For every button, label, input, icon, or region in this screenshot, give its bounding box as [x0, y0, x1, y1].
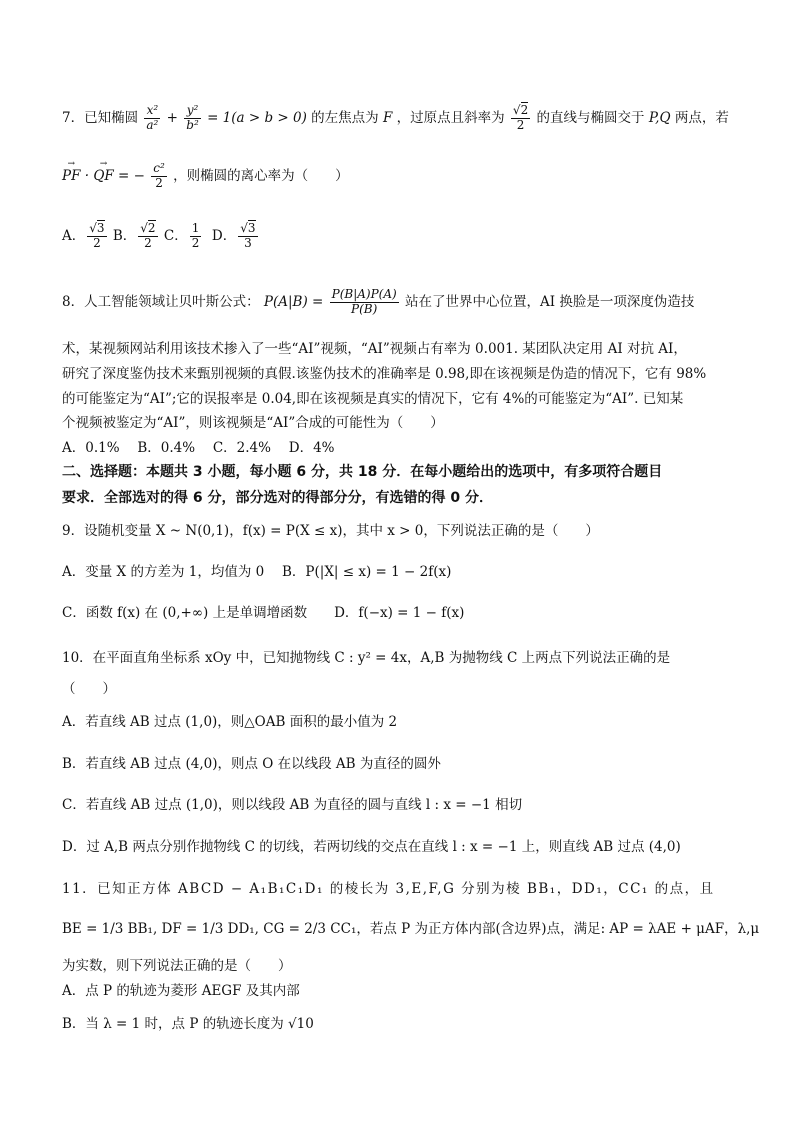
ellipse-frac-y: $\frac{\text{y²}}{\text{b²}}$	[186, 103, 199, 132]
q7-line1-e: 两点，若	[674, 109, 729, 126]
section2-line1: 二、选择题：本题共 3 小题，每小题 6 分，共 18 分．在每小题给出的选项中，有多项符合题目	[62, 464, 663, 480]
bayes-frac: $\frac{P(B|A)P(A)}{P(B)}$	[331, 287, 397, 316]
q10-stem2: （ ）	[62, 681, 116, 697]
q7-options: A． $\frac{√3}{2}$ B． $\frac{√2}{2}$ C． $\frac{1}{2}$ D． $\frac{√3}{3}$	[62, 221, 256, 250]
q11-stem3: 为实数，则下列说法正确的是（ ）	[62, 958, 292, 974]
q9-stem: 9．设随机变量 X ~ N(0,1)，f(x) = P(X ≤ x)，其中 x > 0，下列说法正确的是（ ）	[62, 523, 599, 539]
q10-option-a: A．若直线 AB 过点 (1,0)，则△OAB 面积的最小值为 2	[62, 714, 398, 730]
q11-stem1: 11．已知正方体 ABCD − A₁B₁C₁D₁ 的棱长为 3,E,F,G 分别为棱 BB₁，DD₁，CC₁ 的点，且	[62, 881, 715, 897]
q8-line1-b: 站在了世界中心位置，AI 换脸是一项深度伪造技	[405, 293, 695, 310]
q8-line3: 研究了深度鉴伪技术来甄别视频的真假.该鉴伪技术的准确率是 0.98,即在该视频是伪造的情况下，它有 98%	[62, 366, 707, 382]
slope-frac: $\frac{√2}{2}$	[512, 103, 529, 132]
q8-line5: 个视频被鉴定为“AI”，则该视频是“AI”合成的可能性为（ ）	[62, 415, 444, 431]
q7-line1: 7．已知椭圆 $\frac{\text{x²}}{\text{a²}}$ + $\frac{\text{y²}}{\text{b²}}$ = 1(a > b > 0) 的左焦点为 F ，过原点且斜率为 $\frac{√2}{2}$ 的直线与椭圆交于 P,Q 两点，若	[62, 103, 729, 132]
q7-points: P,Q	[648, 109, 671, 126]
q9-options-ab: A．变量 X 的方差为 1，均值为 0 B．P(|X| ≤ x) = 1 − 2f(x)	[62, 564, 452, 580]
q10-option-d: D．过 A,B 两点分别作抛物线 C 的切线，若两切线的交点在直线 l : x = −1 上，则直线 AB 过点 (4,0)	[62, 839, 681, 855]
q7-line2: → PF · → QF = − $\frac{\text{c²}}{2}$ ，则椭圆的离心率为（ ）	[62, 162, 732, 191]
q7-line1-b: 的左焦点为	[311, 109, 379, 126]
ellipse-frac-x: $\frac{\text{x²}}{\text{a²}}$	[146, 103, 159, 132]
q7-line2-b: ，则椭圆的离心率为（ ）	[173, 167, 349, 184]
q8-options: A．0.1% B．0.4% C．2.4% D．4%	[62, 440, 335, 456]
q11-option-b: B．当 λ = 1 时，点 P 的轨迹长度为 √10	[62, 1016, 314, 1032]
q9-options-cd: C．函数 f(x) 在 (0,+∞) 上是单调增函数 D．f(−x) = 1 − f(x)	[62, 605, 465, 621]
q7-line1-d: 的直线与椭圆交于	[536, 109, 645, 126]
c2-frac: $\frac{\text{c²}}{2}$	[153, 161, 165, 190]
q8-line4: 的可能鉴定为“AI”;它的误报率是 0.04,即在该视频是真实的情况下，它有 4%的可能鉴定为“AI”. 已知某	[62, 391, 684, 407]
q7-focus: F	[382, 109, 393, 126]
q8-line2: 术，某视频网站利用该技术掺入了一些“AI”视频，“AI”视频占有率为 0.001. 某团队决定用 AI 对抗 AI，	[62, 341, 687, 357]
q7-line1-c: ，过原点且斜率为	[396, 109, 505, 126]
q10-stem1: 10．在平面直角坐标系 xOy 中，已知抛物线 C : y² = 4x，A,B 为抛物线 C 上两点下列说法正确的是	[62, 650, 671, 666]
section2-line2: 要求．全部选对的得 6 分，部分选对的得部分分，有选错的得 0 分．	[62, 490, 493, 506]
q7-line1-a: 7．已知椭圆	[62, 109, 139, 126]
q11-option-a: A．点 P 的轨迹为菱形 AEGF 及其内部	[62, 983, 300, 999]
q8-line1: 8．人工智能领域让贝叶斯公式： P(A|B) = $\frac{P(B|A)P(A)}{P(B)}$ 站在了世界中心位置，AI 换脸是一项深度伪造技	[62, 287, 695, 316]
q11-stem2: BE = 1/3 BB₁, DF = 1/3 DD₁, CG = 2/3 CC₁，若点 P 为正方体内部(含边界)点，满足: AP = λAE + μAF，λ,μ	[62, 921, 760, 937]
q10-option-b: B．若直线 AB 过点 (4,0)，则点 O 在以线段 AB 为直径的圆外	[62, 756, 441, 772]
q10-option-c: C．若直线 AB 过点 (1,0)，则以线段 AB 为直径的圆与直线 l : x = −1 相切	[62, 797, 523, 813]
q8-line1-a: 8．人工智能领域让贝叶斯公式：	[62, 293, 260, 310]
